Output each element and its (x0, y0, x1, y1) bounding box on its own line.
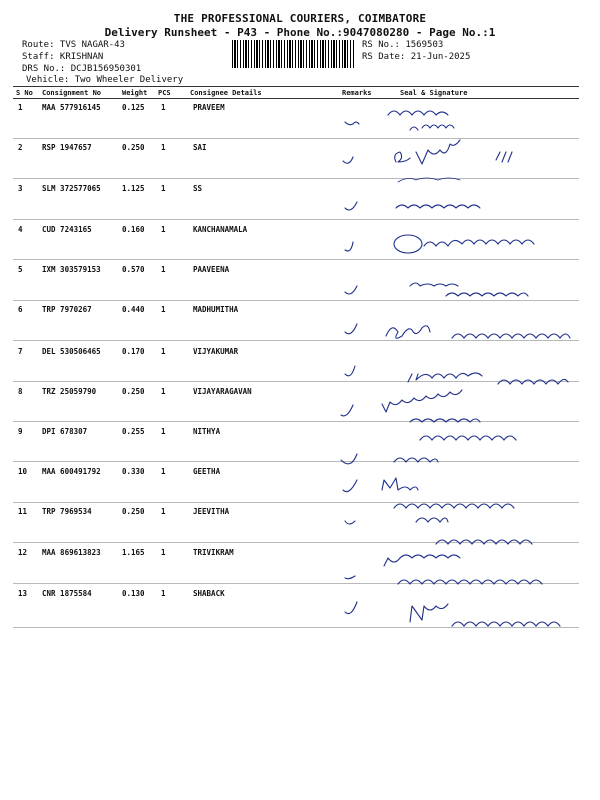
cell-weight: 0.130 (122, 589, 145, 598)
cell-sno: 1 (18, 103, 23, 112)
cell-pcs: 1 (161, 184, 166, 193)
cell-consignment: TRZ 25059790 (42, 387, 97, 396)
drs-number: DRS No.: DCJB156950301 (22, 64, 142, 74)
cell-weight: 1.165 (122, 548, 145, 557)
cell-weight: 0.570 (122, 265, 145, 274)
cell-consignee: PRAVEEM (193, 103, 225, 112)
row-divider (13, 542, 579, 543)
cell-pcs: 1 (161, 467, 166, 476)
cell-weight: 0.170 (122, 347, 145, 356)
cell-sno: 4 (18, 225, 23, 234)
cell-consignment: MAA 577916145 (42, 103, 101, 112)
cell-sno: 12 (18, 548, 28, 557)
cell-consignment: CUD 7243165 (42, 225, 92, 234)
rs-date: RS Date: 21-Jun-2025 (362, 52, 471, 62)
cell-consignee: TRIVIKRAM (193, 548, 234, 557)
cell-weight: 0.255 (122, 427, 145, 436)
cell-sno: 2 (18, 143, 23, 152)
cell-pcs: 1 (161, 347, 166, 356)
row-divider (13, 502, 579, 503)
cell-consignment: TRP 7969534 (42, 507, 92, 516)
cell-sno: 8 (18, 387, 23, 396)
col-consignment: Consignment No (42, 89, 102, 97)
cell-consignment: MAA 600491792 (42, 467, 101, 476)
col-remarks: Remarks (342, 89, 372, 97)
cell-weight: 0.440 (122, 305, 145, 314)
cell-pcs: 1 (161, 427, 166, 436)
cell-consignment: DPI 678307 (42, 427, 88, 436)
cell-consignee: PAAVEENA (193, 265, 230, 274)
cell-pcs: 1 (161, 305, 166, 314)
col-signature: Seal & Signature (400, 89, 468, 97)
row-divider (13, 583, 579, 584)
cell-pcs: 1 (161, 225, 166, 234)
col-consignee: Consignee Details (190, 89, 262, 97)
cell-sno: 7 (18, 347, 23, 356)
cell-weight: 0.250 (122, 387, 145, 396)
cell-weight: 0.125 (122, 103, 145, 112)
cell-consignee: JEEVITHA (193, 507, 230, 516)
cell-consignee: SHABACK (193, 589, 225, 598)
cell-consignment: TRP 7970267 (42, 305, 92, 314)
row-divider (13, 461, 579, 462)
row-divider (13, 300, 579, 301)
cell-weight: 0.250 (122, 507, 145, 516)
row-divider (13, 381, 579, 382)
cell-consignee: NITHYA (193, 427, 221, 436)
cell-consignee: VIJYAKUMAR (193, 347, 239, 356)
col-sno: S No (16, 89, 33, 97)
row-divider (13, 627, 579, 628)
cell-sno: 3 (18, 184, 23, 193)
cell-consignee: VIJAYARAGAVAN (193, 387, 252, 396)
cell-weight: 0.250 (122, 143, 145, 152)
rs-number: RS No.: 1569503 (362, 40, 444, 50)
route-label: Route: TVS NAGAR-43 (22, 40, 125, 50)
cell-consignment: CNR 1875584 (42, 589, 92, 598)
cell-consignee: MADHUMITHA (193, 305, 239, 314)
staff-label: Staff: KRISHNAN (22, 52, 104, 62)
col-weight: Weight (122, 89, 148, 97)
row-divider (13, 259, 579, 260)
row-divider (13, 219, 579, 220)
cell-weight: 0.330 (122, 467, 145, 476)
col-pcs: PCS (158, 89, 171, 97)
header-rule-bottom (13, 98, 579, 99)
cell-consignment: MAA 869613823 (42, 548, 101, 557)
runsheet-title: Delivery Runsheet - P43 - Phone No.:9047080280 - Page No.:1 (104, 26, 496, 39)
row-divider (13, 138, 579, 139)
cell-pcs: 1 (161, 265, 166, 274)
cell-consignee: SAI (193, 143, 207, 152)
cell-consignee: GEETHA (193, 467, 221, 476)
cell-pcs: 1 (161, 548, 166, 557)
cell-pcs: 1 (161, 589, 166, 598)
cell-consignment: DEL 530506465 (42, 347, 101, 356)
vehicle-label: Vehicle: Two Wheeler Delivery (26, 75, 184, 85)
cell-consignment: IXM 303579153 (42, 265, 101, 274)
cell-sno: 5 (18, 265, 23, 274)
cell-weight: 1.125 (122, 184, 145, 193)
cell-sno: 11 (18, 507, 28, 516)
cell-weight: 0.160 (122, 225, 145, 234)
cell-sno: 9 (18, 427, 23, 436)
cell-pcs: 1 (161, 387, 166, 396)
cell-consignee: SS (193, 184, 203, 193)
cell-pcs: 1 (161, 507, 166, 516)
cell-consignee: KANCHANAMALA (193, 225, 248, 234)
cell-consignment: RSP 1947657 (42, 143, 92, 152)
row-divider (13, 340, 579, 341)
barcode-image (232, 40, 354, 68)
cell-pcs: 1 (161, 103, 166, 112)
cell-sno: 13 (18, 589, 28, 598)
cell-sno: 6 (18, 305, 23, 314)
company-title: THE PROFESSIONAL COURIERS, COIMBATORE (173, 12, 427, 25)
cell-sno: 10 (18, 467, 28, 476)
cell-consignment: SLM 372577065 (42, 184, 101, 193)
cell-pcs: 1 (161, 143, 166, 152)
row-divider (13, 178, 579, 179)
header-rule-top (13, 86, 579, 87)
row-divider (13, 421, 579, 422)
